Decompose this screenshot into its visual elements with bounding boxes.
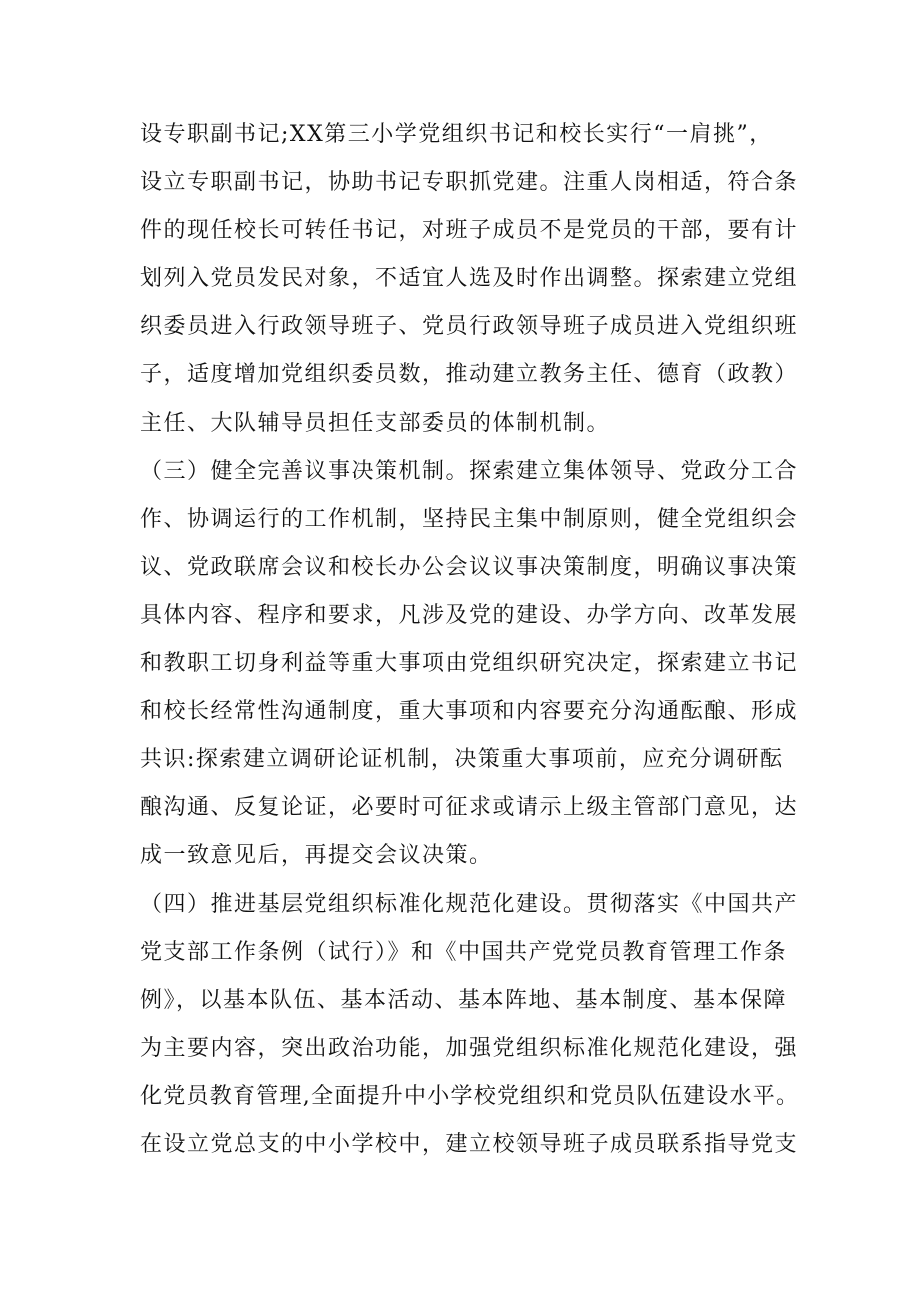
text-line-6: 子，适度增加党组织委员数，推动建立教务主任、德育（政教） — [140, 362, 799, 388]
text-line-20: 为主要内容，突出政治功能，加强党组织标准化规范化建设，强 — [140, 1035, 799, 1061]
text-line-1: 设专职副书记;XX第三小学党组织书记和校长实行“一肩挑”， — [140, 122, 773, 147]
text-line-5: 织委员进入行政领导班子、党员行政领导班子成员进入党组织班 — [140, 314, 799, 340]
text-line-21: 化党员教育管理,全面提升中小学校党组织和党员队伍建设水平。 — [140, 1083, 800, 1109]
text-line-14: 共识:探索建立调研论证机制，决策重大事项前，应充分调研酝 — [140, 747, 784, 773]
text-line-17: （四）推进基层党组织标准化规范化建设。贯彻落实《中国共产 — [140, 891, 799, 917]
text-line-8: （三）健全完善议事决策机制。探索建立集体领导、党政分工合 — [140, 458, 799, 484]
text-line-11: 具体内容、程序和要求，凡涉及党的建设、办学方向、改革发展 — [140, 602, 799, 628]
text-line-7: 主任、大队辅导员担任支部委员的体制机制。 — [140, 410, 611, 436]
text-line-18: 党支部工作条例（试行）》和《中国共产党党员教育管理工作条 — [140, 939, 788, 965]
text-line-16: 成一致意见后，再提交会议决策。 — [140, 843, 493, 869]
text-line-2: 设立专职副书记，协助书记专职抓党建。注重人岗相适，符合条 — [140, 170, 799, 196]
text-line-13: 和校长经常性沟通制度，重大事项和内容要充分沟通酝酿、形成 — [140, 699, 799, 725]
text-line-22: 在设立党总支的中小学校中，建立校领导班子成员联系指导党支 — [140, 1131, 799, 1157]
text-line-3: 件的现任校长可转任书记，对班子成员不是党员的干部，要有计 — [140, 218, 799, 244]
text-line-9: 作、协调运行的工作机制，坚持民主集中制原则，健全党组织会 — [140, 506, 799, 532]
text-line-12: 和教职工切身利益等重大事项由党组织研究决定，探索建立书记 — [140, 651, 799, 677]
text-line-4: 划列入党员发民对象，不适宜人选及时作出调整。探索建立党组 — [140, 266, 799, 292]
text-line-19: 例》，以基本队伍、基本活动、基本阵地、基本制度、基本保障 — [140, 987, 788, 1013]
text-line-10: 议、党政联席会议和校长办公会议议事决策制度，明确议事决策 — [140, 554, 799, 580]
text-line-15: 酿沟通、反复论证，必要时可征求或请示上级主管部门意见，达 — [140, 795, 799, 821]
document-body — [140, 111, 800, 1169]
